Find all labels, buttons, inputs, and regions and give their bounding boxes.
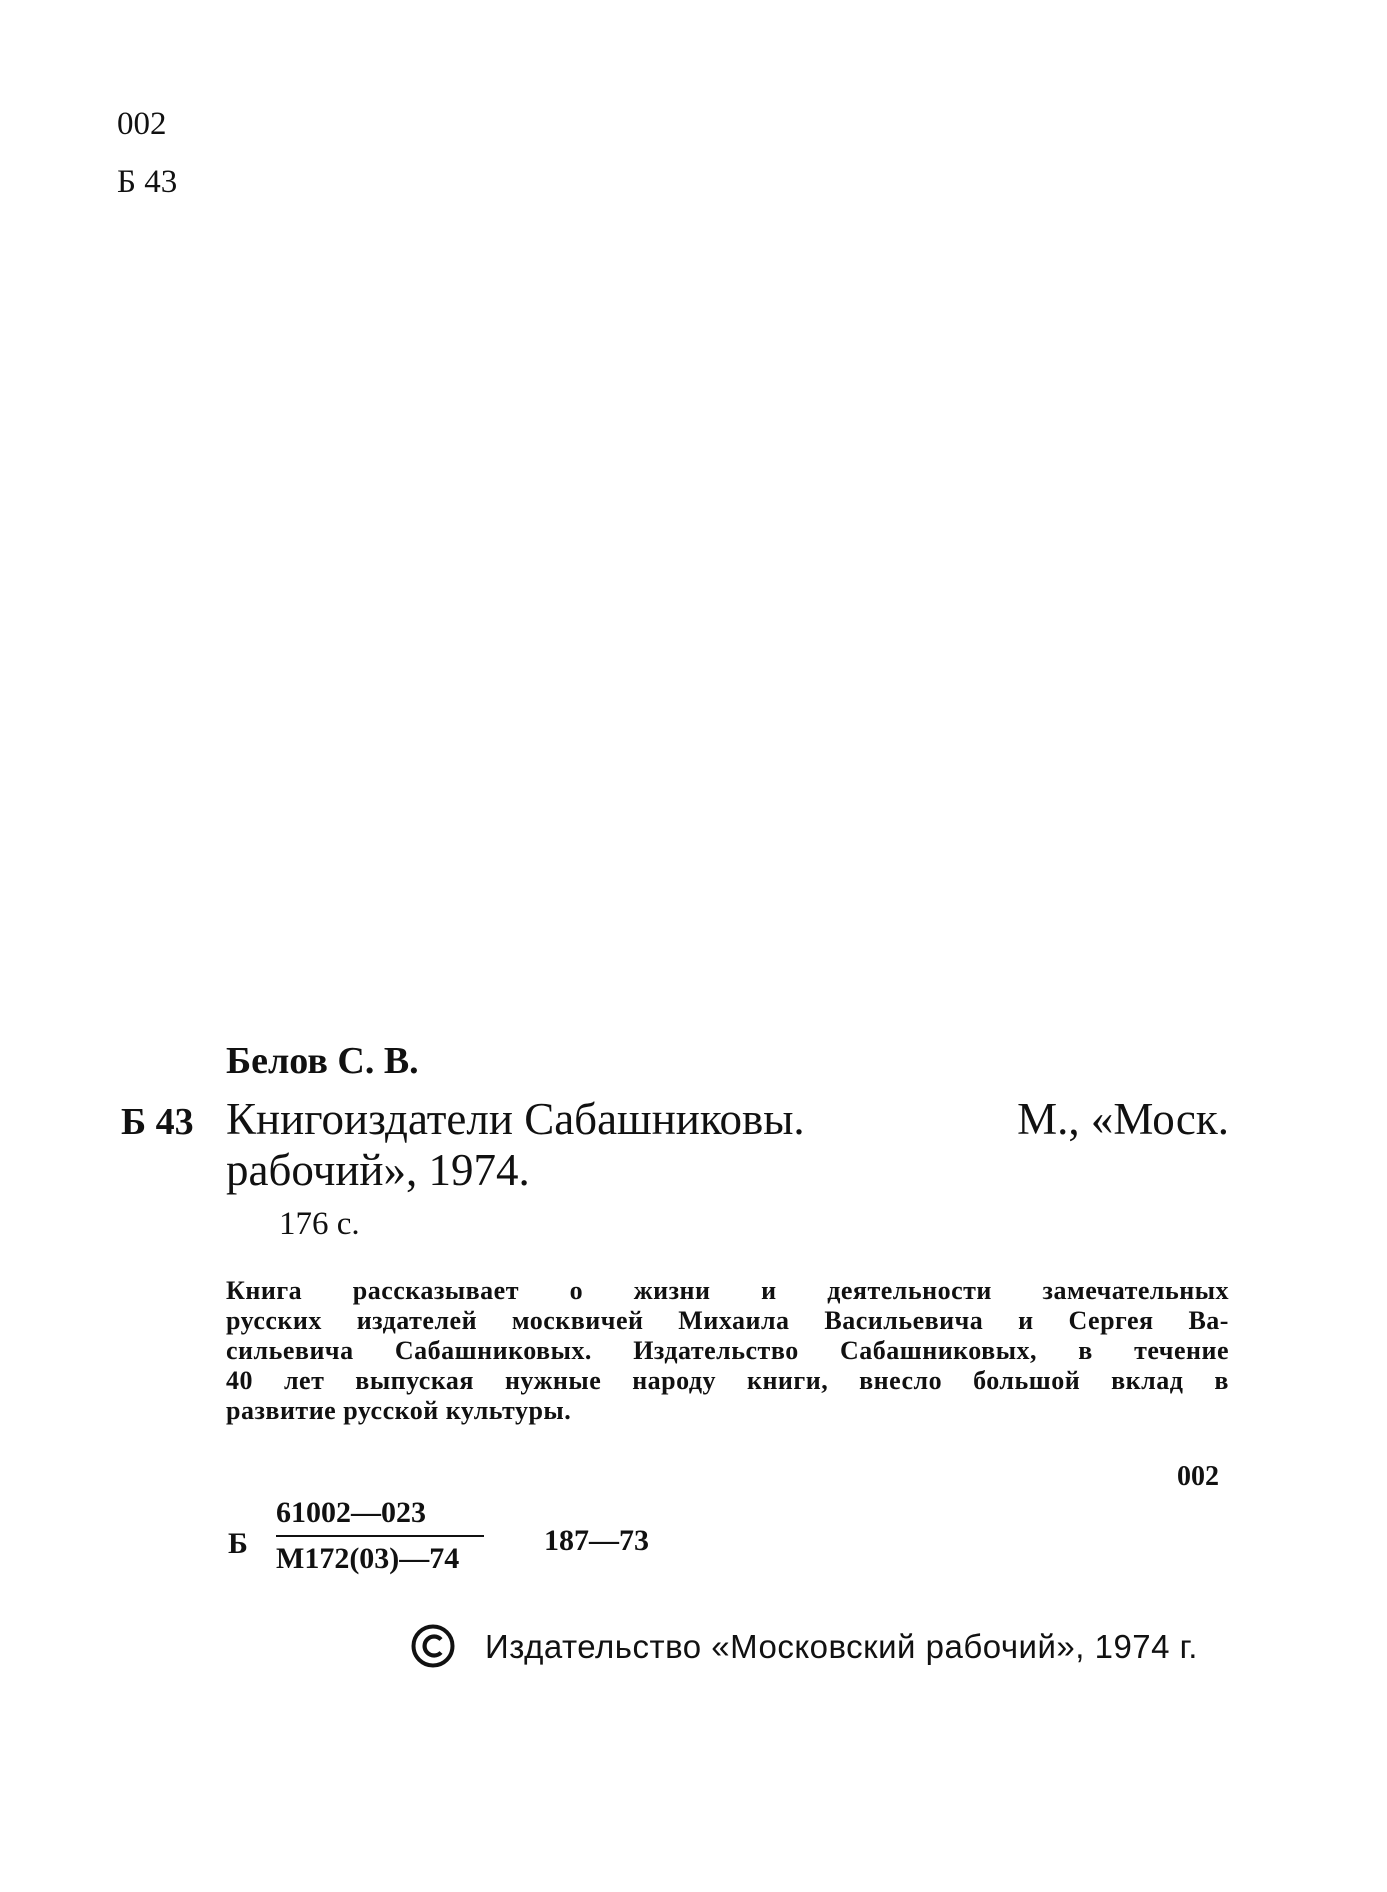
annotation-word: большой bbox=[973, 1366, 1081, 1395]
annotation-word: в bbox=[1078, 1336, 1093, 1365]
annotation-word: замечательных bbox=[1042, 1276, 1229, 1305]
annotation-word: в bbox=[1214, 1366, 1229, 1395]
annotation-word: и bbox=[1018, 1306, 1034, 1335]
annotation-word: народу bbox=[632, 1366, 717, 1395]
publication-place: М., «Моск. bbox=[1017, 1094, 1229, 1144]
annotation-word: течение bbox=[1134, 1336, 1229, 1365]
udk-code-bottom: 002 bbox=[1177, 1461, 1219, 1492]
card-author-code: Б 43 bbox=[121, 1101, 194, 1143]
order-number: 187—73 bbox=[544, 1524, 649, 1557]
annotation-word: лет bbox=[283, 1366, 325, 1395]
annotation-line bbox=[226, 1336, 1229, 1366]
annotation-word: 40 bbox=[226, 1366, 253, 1395]
index-letter: Б bbox=[228, 1527, 248, 1560]
annotation-word: книги, bbox=[746, 1366, 829, 1395]
annotation-word: о bbox=[569, 1276, 584, 1305]
page-count: 176 с. bbox=[279, 1206, 360, 1242]
annotation-word: вклад bbox=[1111, 1366, 1184, 1395]
annotation-word: Сергея bbox=[1068, 1306, 1154, 1335]
index-denominator: М172(03)—74 bbox=[276, 1542, 460, 1575]
publisher-year: рабочий», 1974. bbox=[226, 1145, 530, 1195]
annotation-word: Михаила bbox=[678, 1306, 790, 1335]
annotation-line bbox=[226, 1396, 1229, 1426]
author-name: Белов С. В. bbox=[226, 1040, 419, 1082]
annotation-word: деятельности bbox=[827, 1276, 992, 1305]
annotation-word: сильевича bbox=[226, 1336, 354, 1365]
book-title-line bbox=[226, 1094, 1229, 1144]
annotation-word: Издательство bbox=[633, 1336, 799, 1365]
book-title: Книгоиздатели Сабашниковы. bbox=[226, 1094, 805, 1144]
annotation-line bbox=[226, 1276, 1229, 1306]
annotation-word: Сабашниковых. bbox=[394, 1336, 592, 1365]
udk-code-top: 002 bbox=[117, 106, 167, 142]
fraction-bar bbox=[276, 1535, 484, 1537]
annotation-word: Ва- bbox=[1188, 1306, 1229, 1335]
annotation-word: Книга bbox=[226, 1276, 303, 1305]
annotation-word: и bbox=[761, 1276, 777, 1305]
copyright-icon bbox=[411, 1624, 455, 1668]
annotation-line bbox=[226, 1306, 1229, 1336]
annotation bbox=[226, 1276, 1229, 1426]
author-code-top: Б 43 bbox=[117, 164, 178, 200]
annotation-word: внесло bbox=[859, 1366, 943, 1395]
annotation-word: москвичей bbox=[511, 1306, 644, 1335]
annotation-word: издателей bbox=[356, 1306, 478, 1335]
annotation-word: выпуская bbox=[355, 1366, 474, 1395]
annotation-word: русских bbox=[226, 1306, 322, 1335]
annotation-word: развитие русской культуры. bbox=[226, 1396, 572, 1425]
annotation-word: нужные bbox=[504, 1366, 602, 1395]
annotation-line bbox=[226, 1366, 1229, 1396]
annotation-word: Сабашниковых, bbox=[839, 1336, 1038, 1365]
annotation-word: жизни bbox=[633, 1276, 711, 1305]
annotation-word: рассказывает bbox=[352, 1276, 519, 1305]
index-numerator: 61002—023 bbox=[276, 1496, 426, 1529]
copyright-text: Издательство «Московский рабочий», 1974 г. bbox=[485, 1628, 1198, 1665]
annotation-word: Васильевича bbox=[824, 1306, 984, 1335]
